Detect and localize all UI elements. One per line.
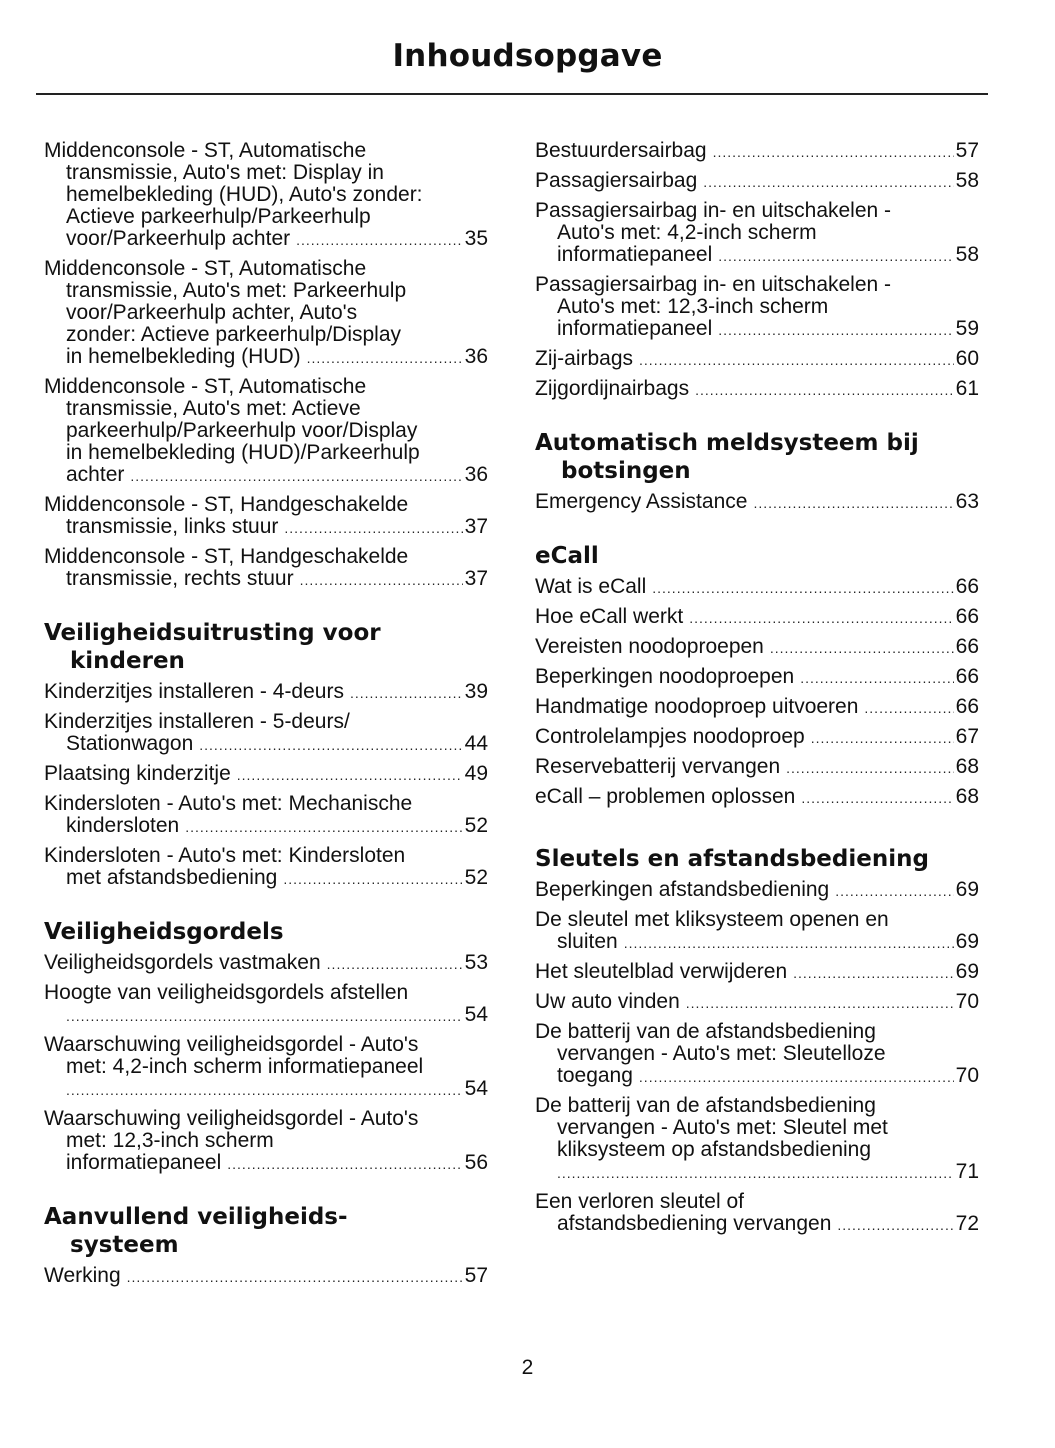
toc-entry-text: Veiligheidsgordels vastmaken	[44, 951, 321, 974]
toc-entry-leader-line	[44, 733, 488, 756]
toc-page-number: 69	[955, 878, 979, 901]
toc-entry-text: Actieve parkeerhulp/Parkeerhulp	[66, 205, 371, 228]
toc-entry-text: vervangen - Auto's met: Sleutelloze	[557, 1042, 886, 1065]
toc-entry-text: De sleutel met kliksysteem openen en	[535, 908, 889, 931]
dot-leader	[713, 141, 954, 163]
toc-entry-kindersloten-auto-s-met-mechanische[interactable]	[44, 793, 488, 838]
section-heading-aanvullend-veiligheids	[44, 1203, 488, 1259]
dot-leader	[793, 962, 954, 984]
toc-entry-text: Uw auto vinden	[535, 990, 680, 1013]
dot-leader	[835, 880, 953, 902]
toc-right-column	[535, 140, 979, 1243]
toc-entry-text: Middenconsole - ST, Automatische	[44, 139, 367, 162]
section-heading-veiligheidsuitrusting-voor	[44, 619, 488, 675]
toc-entry-leader-line	[535, 1065, 979, 1088]
dot-leader	[800, 667, 953, 689]
toc-entry-hoogte-van-veiligheidsgordels-afstellen[interactable]	[44, 982, 488, 1027]
toc-entry-text: De batterij van de afstandsbediening	[535, 1020, 876, 1043]
toc-entry-beperkingen-afstandsbediening[interactable]	[535, 879, 979, 902]
dot-leader	[718, 319, 953, 341]
toc-entry-leader-line	[535, 961, 979, 984]
toc-entry-text: Wat is eCall	[535, 575, 647, 598]
toc-entry-text: Emergency Assistance	[535, 490, 748, 513]
toc-entry-leader-line	[535, 140, 979, 163]
section-heading-line: systeem	[70, 1232, 179, 1258]
toc-page-number: 59	[955, 317, 979, 340]
section-heading-line: Veiligheidsgordels	[44, 919, 284, 945]
toc-page-number: 66	[955, 575, 979, 598]
toc-entry-een-verloren-sleutel-of[interactable]	[535, 1191, 979, 1236]
section-heading-veiligheidsgordels	[44, 918, 488, 946]
toc-entry-text: afstandsbediening vervangen	[557, 1212, 832, 1235]
toc-entry-leader-line	[535, 879, 979, 902]
toc-entry-text: Beperkingen noodoproepen	[535, 665, 795, 688]
dot-leader	[837, 1214, 953, 1236]
toc-entry-text: Kindersloten - Auto's met: Mechanische	[44, 792, 413, 815]
dot-leader	[652, 577, 953, 599]
toc-entry-text: voor/Parkeerhulp achter, Auto's	[66, 301, 358, 324]
toc-entry-text: Werking	[44, 1264, 121, 1287]
dot-leader	[770, 637, 954, 659]
toc-entry-veiligheidsgordels-vastmaken[interactable]	[44, 952, 488, 975]
toc-left-column	[44, 140, 488, 1295]
toc-page-number: 69	[955, 930, 979, 953]
dot-leader	[801, 787, 953, 809]
toc-entry-de-batterij-van-de-afstandsbediening[interactable]	[535, 1021, 979, 1088]
toc-entry-reservebatterij-vervangen[interactable]	[535, 756, 979, 779]
toc-entry-kinderzitjes-installeren-5-deurs[interactable]	[44, 711, 488, 756]
toc-entry-leader-line	[535, 318, 979, 341]
toc-entry-wat-is-ecall[interactable]	[535, 576, 979, 599]
toc-entry-text: Waarschuwing veiligheidsgordel - Auto's	[44, 1033, 419, 1056]
toc-entry-leader-line	[44, 464, 488, 487]
toc-page-number: 57	[955, 139, 979, 162]
toc-entry-leader-line	[535, 756, 979, 779]
toc-entry-text: Hoogte van veiligheidsgordels afstellen	[44, 981, 409, 1004]
toc-entry-text: parkeerhulp/Parkeerhulp voor/Display	[66, 419, 418, 442]
dot-leader	[227, 1153, 462, 1175]
toc-entry-text: Plaatsing kinderzitje	[44, 762, 231, 785]
toc-entry-leader-line	[535, 726, 979, 749]
toc-entry-text: informatiepaneel	[557, 243, 713, 266]
toc-entry-text: Middenconsole - ST, Automatische	[44, 375, 367, 398]
toc-page-number: 56	[464, 1151, 488, 1174]
toc-entry-leader-line	[535, 931, 979, 954]
toc-page-number: 66	[955, 695, 979, 718]
toc-page-number: 53	[464, 951, 488, 974]
toc-page-number: 54	[464, 1077, 488, 1100]
toc-entry-text: transmissie, Auto's met: Parkeerhulp	[66, 279, 407, 302]
section-heading-sleutels-en-afstandsbediening	[535, 845, 979, 873]
toc-entry-leader-line	[44, 228, 488, 251]
toc-entry-passagiersairbag-in-en-uitschakelen[interactable]	[535, 274, 979, 341]
toc-entry-text: Beperkingen afstandsbediening	[535, 878, 830, 901]
toc-page-number: 60	[955, 347, 979, 370]
dot-leader	[557, 1162, 954, 1184]
toc-page-number: 66	[955, 635, 979, 658]
toc-entry-leader-line	[535, 348, 979, 371]
page-number: 2	[521, 1356, 534, 1379]
toc-entry-text: vervangen - Auto's met: Sleutel met	[557, 1116, 888, 1139]
dot-leader	[624, 932, 954, 954]
dot-leader	[185, 816, 462, 838]
toc-entry-leader-line	[44, 867, 488, 890]
toc-entry-leader-line	[44, 763, 488, 786]
dot-leader	[811, 727, 954, 749]
toc-entry-text: Zijgordijnairbags	[535, 377, 690, 400]
toc-entry-text: Het sleutelblad verwijderen	[535, 960, 788, 983]
dot-leader	[237, 764, 463, 786]
toc-entry-text: Auto's met: 4,2-inch scherm	[557, 221, 817, 244]
toc-entry-text: informatiepaneel	[66, 1151, 222, 1174]
toc-entry-zijgordijnairbags[interactable]	[535, 378, 979, 401]
toc-page-number: 70	[955, 990, 979, 1013]
toc-entry-leader-line	[535, 378, 979, 401]
toc-entry-text: Controlelampjes noodoproep	[535, 725, 805, 748]
toc-page-number: 54	[464, 1003, 488, 1026]
toc-entry-bestuurdersairbag[interactable]	[535, 140, 979, 163]
toc-entry-leader-line	[44, 1265, 488, 1288]
toc-page-number: 36	[464, 345, 488, 368]
toc-entry-leader-line	[535, 244, 979, 267]
toc-entry-text: Zij-airbags	[535, 347, 634, 370]
toc-entry-leader-line	[44, 1004, 488, 1027]
toc-entry-passagiersairbag-in-en-uitschakelen[interactable]	[535, 200, 979, 267]
toc-entry-leader-line	[44, 815, 488, 838]
toc-entry-text: sluiten	[557, 930, 618, 953]
dot-leader	[639, 1066, 954, 1088]
toc-page-number: 58	[955, 169, 979, 192]
toc-entry-text: kliksysteem op afstandsbediening	[557, 1138, 872, 1161]
toc-entry-leader-line	[44, 681, 488, 704]
page-title: Inhoudsopgave	[392, 38, 663, 74]
toc-entry-text: met: 12,3-inch scherm	[66, 1129, 274, 1152]
dot-leader	[284, 517, 462, 539]
toc-entry-middenconsole-st-automatische[interactable]	[44, 140, 488, 251]
toc-entry-leader-line	[535, 786, 979, 809]
toc-entry-text: met afstandsbediening	[66, 866, 278, 889]
toc-entry-plaatsing-kinderzitje[interactable]	[44, 763, 488, 786]
toc-entry-text: Middenconsole - ST, Automatische	[44, 257, 367, 280]
toc-entry-leader-line	[535, 636, 979, 659]
toc-entry-text: Kinderzitjes installeren - 5-deurs/	[44, 710, 350, 733]
toc-entry-het-sleutelblad-verwijderen[interactable]	[535, 961, 979, 984]
toc-entry-text: Middenconsole - ST, Handgeschakelde	[44, 545, 409, 568]
section-heading-line: Automatisch meldsysteem bij	[535, 430, 919, 456]
toc-entry-text: Vereisten noodoproepen	[535, 635, 764, 658]
toc-entry-leader-line	[535, 170, 979, 193]
toc-entry-text: Auto's met: 12,3-inch scherm	[557, 295, 829, 318]
toc-entry-text: Kindersloten - Auto's met: Kindersloten	[44, 844, 406, 867]
toc-entry-text: eCall – problemen oplossen	[535, 785, 796, 808]
toc-entry-leader-line	[535, 606, 979, 629]
toc-entry-leader-line	[535, 1161, 979, 1184]
dot-leader	[327, 953, 463, 975]
dot-leader	[695, 379, 954, 401]
toc-entry-text: voor/Parkeerhulp achter	[66, 227, 291, 250]
dot-leader	[127, 1266, 463, 1288]
toc-entry-kinderzitjes-installeren-4-deurs[interactable]	[44, 681, 488, 704]
toc-entry-middenconsole-st-automatische[interactable]	[44, 376, 488, 487]
toc-entry-leader-line	[535, 696, 979, 719]
toc-entry-leader-line	[535, 576, 979, 599]
dot-leader	[130, 465, 462, 487]
toc-entry-middenconsole-st-handgeschakelde[interactable]	[44, 494, 488, 539]
toc-page-number: 57	[464, 1264, 488, 1287]
dot-leader	[296, 229, 463, 251]
toc-page-number: 70	[955, 1064, 979, 1087]
toc-entry-werking[interactable]	[44, 1265, 488, 1288]
toc-entry-text: in hemelbekleding (HUD)	[66, 345, 301, 368]
toc-entry-text: Bestuurdersairbag	[535, 139, 707, 162]
toc-entry-text: Reservebatterij vervangen	[535, 755, 781, 778]
toc-entry-text: met: 4,2-inch scherm informatiepaneel	[66, 1055, 424, 1078]
toc-entry-zij-airbags[interactable]	[535, 348, 979, 371]
dot-leader	[66, 1005, 463, 1027]
toc-entry-uw-auto-vinden[interactable]	[535, 991, 979, 1014]
dot-leader	[703, 171, 953, 193]
toc-entry-leader-line	[44, 1078, 488, 1101]
section-heading-line: kinderen	[70, 648, 185, 674]
toc-entry-leader-line	[44, 568, 488, 591]
section-heading-line: Sleutels en afstandsbediening	[535, 846, 929, 872]
toc-entry-handmatige-noodoproep-uitvoeren[interactable]	[535, 696, 979, 719]
toc-entry-text: transmissie, rechts stuur	[66, 567, 294, 590]
title-divider	[36, 93, 988, 95]
toc-entry-controlelampjes-noodoproep[interactable]	[535, 726, 979, 749]
toc-page-number: 72	[955, 1212, 979, 1235]
toc-entry-text: zonder: Actieve parkeerhulp/Display	[66, 323, 402, 346]
toc-entry-leader-line	[535, 491, 979, 514]
dot-leader	[300, 569, 463, 591]
toc-entry-de-sleutel-met-kliksysteem-openen-en[interactable]	[535, 909, 979, 954]
toc-entry-waarschuwing-veiligheidsgordel-auto-s[interactable]	[44, 1108, 488, 1175]
toc-entry-leader-line	[535, 1213, 979, 1236]
dot-leader	[66, 1079, 463, 1101]
dot-leader	[689, 607, 953, 629]
dot-leader	[639, 349, 954, 371]
toc-entry-leader-line	[44, 952, 488, 975]
toc-entry-middenconsole-st-handgeschakelde[interactable]	[44, 546, 488, 591]
toc-entry-text: transmissie, Auto's met: Actieve	[66, 397, 361, 420]
toc-page-number: 49	[464, 762, 488, 785]
toc-entry-text: De batterij van de afstandsbediening	[535, 1094, 876, 1117]
toc-page-number: 69	[955, 960, 979, 983]
toc-entry-waarschuwing-veiligheidsgordel-auto-s[interactable]	[44, 1034, 488, 1101]
toc-entry-text: Handmatige noodoproep uitvoeren	[535, 695, 859, 718]
dot-leader	[753, 492, 953, 514]
section-heading-line: Aanvullend veiligheids-	[44, 1204, 348, 1230]
toc-page-number: 67	[955, 725, 979, 748]
toc-entry-text: kindersloten	[66, 814, 180, 837]
toc-entry-text: in hemelbekleding (HUD)/Parkeerhulp	[66, 441, 420, 464]
section-heading-line: eCall	[535, 543, 599, 569]
toc-entry-text: Passagiersairbag	[535, 169, 698, 192]
toc-page-number: 66	[955, 665, 979, 688]
toc-entry-middenconsole-st-automatische[interactable]	[44, 258, 488, 369]
toc-entry-leader-line	[44, 346, 488, 369]
toc-entry-ecall-problemen-oplossen[interactable]	[535, 786, 979, 809]
dot-leader	[686, 992, 954, 1014]
toc-page-number: 37	[464, 567, 488, 590]
toc-entry-text: Stationwagon	[66, 732, 194, 755]
dot-leader	[283, 868, 462, 890]
section-heading-automatisch-meldsysteem-bij	[535, 429, 979, 485]
dot-leader	[786, 757, 954, 779]
toc-entry-passagiersairbag[interactable]	[535, 170, 979, 193]
toc-entry-hoe-ecall-werkt[interactable]	[535, 606, 979, 629]
toc-page-number: 44	[464, 732, 488, 755]
dot-leader	[718, 245, 953, 267]
toc-page-number: 36	[464, 463, 488, 486]
toc-entry-text: transmissie, Auto's met: Display in	[66, 161, 384, 184]
dot-leader	[199, 734, 462, 756]
toc-entry-text: transmissie, links stuur	[66, 515, 279, 538]
toc-page-number: 58	[955, 243, 979, 266]
section-heading-ecall	[535, 542, 979, 570]
toc-entry-leader-line	[535, 991, 979, 1014]
toc-page-number: 71	[955, 1160, 979, 1183]
section-heading-line: botsingen	[561, 458, 691, 484]
toc-entry-emergency-assistance[interactable]	[535, 491, 979, 514]
toc-entry-text: Middenconsole - ST, Handgeschakelde	[44, 493, 409, 516]
toc-entry-kindersloten-auto-s-met-kindersloten[interactable]	[44, 845, 488, 890]
toc-entry-text: Waarschuwing veiligheidsgordel - Auto's	[44, 1107, 419, 1130]
toc-entry-text: toegang	[557, 1064, 633, 1087]
dot-leader	[350, 682, 463, 704]
toc-entry-text: informatiepaneel	[557, 317, 713, 340]
section-heading-line: Veiligheidsuitrusting voor	[44, 620, 381, 646]
dot-leader	[864, 697, 953, 719]
toc-entry-leader-line	[535, 666, 979, 689]
toc-page-number: 68	[955, 785, 979, 808]
toc-entry-text: Passagiersairbag in- en uitschakelen -	[535, 199, 892, 222]
toc-page-number: 61	[955, 377, 979, 400]
toc-page-number: 37	[464, 515, 488, 538]
toc-page-number: 68	[955, 755, 979, 778]
toc-page-number: 39	[464, 680, 488, 703]
toc-entry-text: Hoe eCall werkt	[535, 605, 684, 628]
toc-page-number: 52	[464, 814, 488, 837]
toc-entry-de-batterij-van-de-afstandsbediening[interactable]	[535, 1095, 979, 1184]
toc-page-number: 35	[464, 227, 488, 250]
dot-leader	[307, 347, 463, 369]
toc-entry-beperkingen-noodoproepen[interactable]	[535, 666, 979, 689]
toc-entry-text: hemelbekleding (HUD), Auto's zonder:	[66, 183, 423, 206]
toc-page-number: 63	[955, 490, 979, 513]
toc-entry-text: Een verloren sleutel of	[535, 1190, 744, 1213]
toc-page-number: 52	[464, 866, 488, 889]
toc-entry-leader-line	[44, 1152, 488, 1175]
toc-entry-vereisten-noodoproepen[interactable]	[535, 636, 979, 659]
toc-entry-text: achter	[66, 463, 125, 486]
toc-entry-text: Passagiersairbag in- en uitschakelen -	[535, 273, 892, 296]
toc-entry-text: Kinderzitjes installeren - 4-deurs	[44, 680, 344, 703]
toc-page-number: 66	[955, 605, 979, 628]
toc-entry-leader-line	[44, 516, 488, 539]
